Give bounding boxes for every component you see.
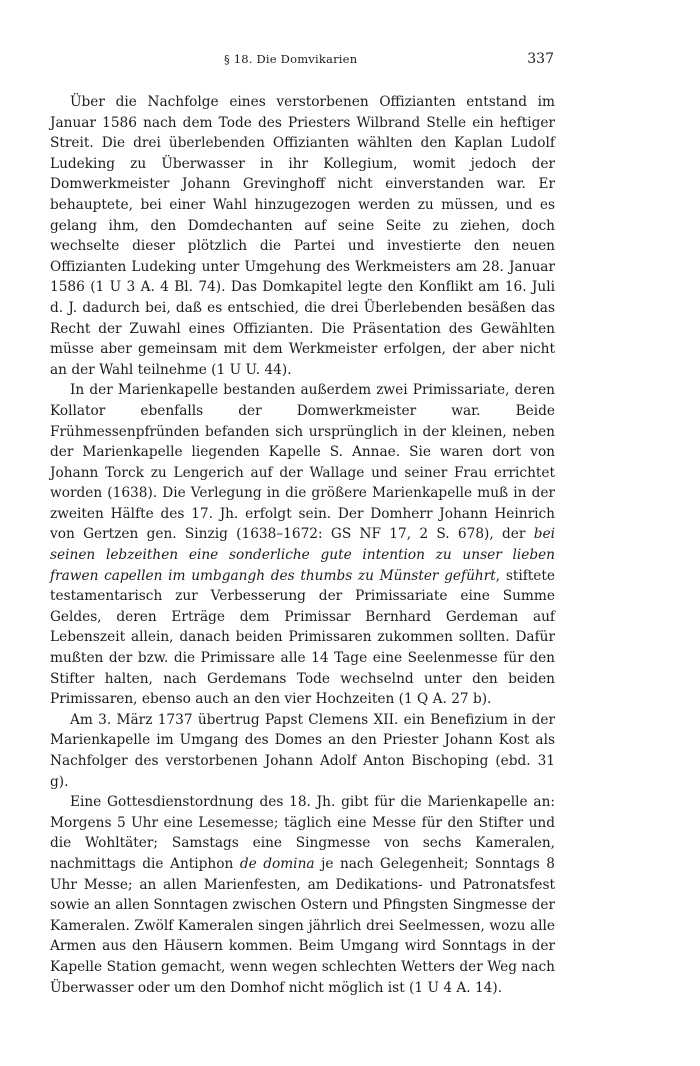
section-title: § 18. Die Domvikarien xyxy=(223,52,358,66)
paragraph-text: Eine Gottesdienstordnung des 18. Jh. gibt für die Marienkapelle an: Morgens 5 Uhr eine Lesemesse; täglich eine Messe für den Stifter und die Wohltäter; Samstags eine Singmesse von sechs Kameralen, nachmittags die Antiphon xyxy=(50,794,555,872)
body-text xyxy=(50,92,555,998)
running-head xyxy=(54,51,554,67)
paragraph-text: In der Marienkapelle bestanden außerdem zwei Primissariate, deren Kollator ebenfalls der Domwerkmeister war. Beide Frühmessenpfründen befanden sich ursprünglich in der kleinen, neben der Marienkapelle liegenden Kapelle S. Annae. Sie waren dort von Johann Torck zu Lengerich auf der Wallage und seiner Frau errichtet worden (1638). Die Verlegung in die größere Marienkapelle muß in der zweiten Hälfte des 17. Jh. erfolgt sein. Der Domherr Johann Heinrich von Gertzen gen. Sinzig (1638–1672: GS NF 17, 2 S. 678), der xyxy=(50,382,555,543)
paragraph-primissariate xyxy=(50,380,555,710)
italic-quotation: bei seinen lebzeithen eine sonderliche gute intention zu unser lieben frawen capellen im umbgangh des thumbs zu Münster geführt xyxy=(50,526,555,584)
paragraph-succession-dispute: Über die Nachfolge eines verstorbenen Offizianten entstand im Januar 1586 nach dem Tode des Priesters Wilbrand Stelle ein heftiger Streit. Die drei überlebenden Offizianten wählten den Kaplan Ludolf Ludeking zu Überwasser in ihr Kollegium, womit jedoch der Domwerkmeister Johann Grevinghoff nicht einverstanden war. Er behauptete, bei einer Wahl hinzugezogen werden zu müssen, und es gelang ihm, den Domdechanten auf seine Seite zu ziehen, doch wechselte dieser plötzlich die Partei und investierte den neuen Offizianten Ludeking unter Umgehung des Werkmeisters am 28. Januar 1586 (1 U 3 A. 4 Bl. 74). Das Domkapitel legte den Konflikt am 16. Juli d. J. dadurch bei, daß es entschied, die drei Überlebenden besäßen das Recht der Zuwahl eines Offizianten. Die Präsentation des Gewählten müsse aber gemeinsam mit dem Werkmeister erfolgen, der aber nicht an der Wahl teilnehme (1 U U. 44). xyxy=(50,94,555,378)
page-number: 337 xyxy=(527,51,554,67)
paragraph-text: , stiftete testamentarisch zur Verbesserung der Primissariate eine Summe Geldes, deren Erträge dem Primissar Bernhard Gerdeman auf Lebenszeit allein, danach beiden Primissaren zukommen sollten. Dafür mußten der bzw. die Primissare alle 14 Tage eine Seelenmesse für den Stifter halten, nach Gerdemans Tode wechselnd unter den beiden Primissaren, ebenso auch an den vier Hochzeiten (1 Q A. 27 b). xyxy=(50,567,555,708)
paragraph-text: je nach Gelegenheit; Sonntags 8 Uhr Messe; an allen Marienfesten, am Dedikations- und Patronatsfest sowie an allen Sonntagen zwischen Ostern und Pfingsten Singmesse der Kameralen. Zwölf Kameralen singen jährlich drei Seelmessen, wozu alle Armen aus den Häusern kommen. Beim Umgang wird Sonntags in der Kapelle Station gemacht, wenn wegen schlechten Wetters der Weg nach Überwasser oder um den Domhof nicht möglich ist (1 U 4 A. 14). xyxy=(50,855,555,996)
italic-term: de domina xyxy=(239,855,315,872)
paragraph-service-order xyxy=(50,792,555,998)
paragraph-benefice-1737: Am 3. März 1737 übertrug Papst Clemens XII. ein Benefizium in der Marienkapelle im Umgang des Domes an den Priester Johann Kost als Nachfolger des verstorbenen Johann Adolf Anton Bischoping (ebd. 31 g). xyxy=(50,711,555,790)
